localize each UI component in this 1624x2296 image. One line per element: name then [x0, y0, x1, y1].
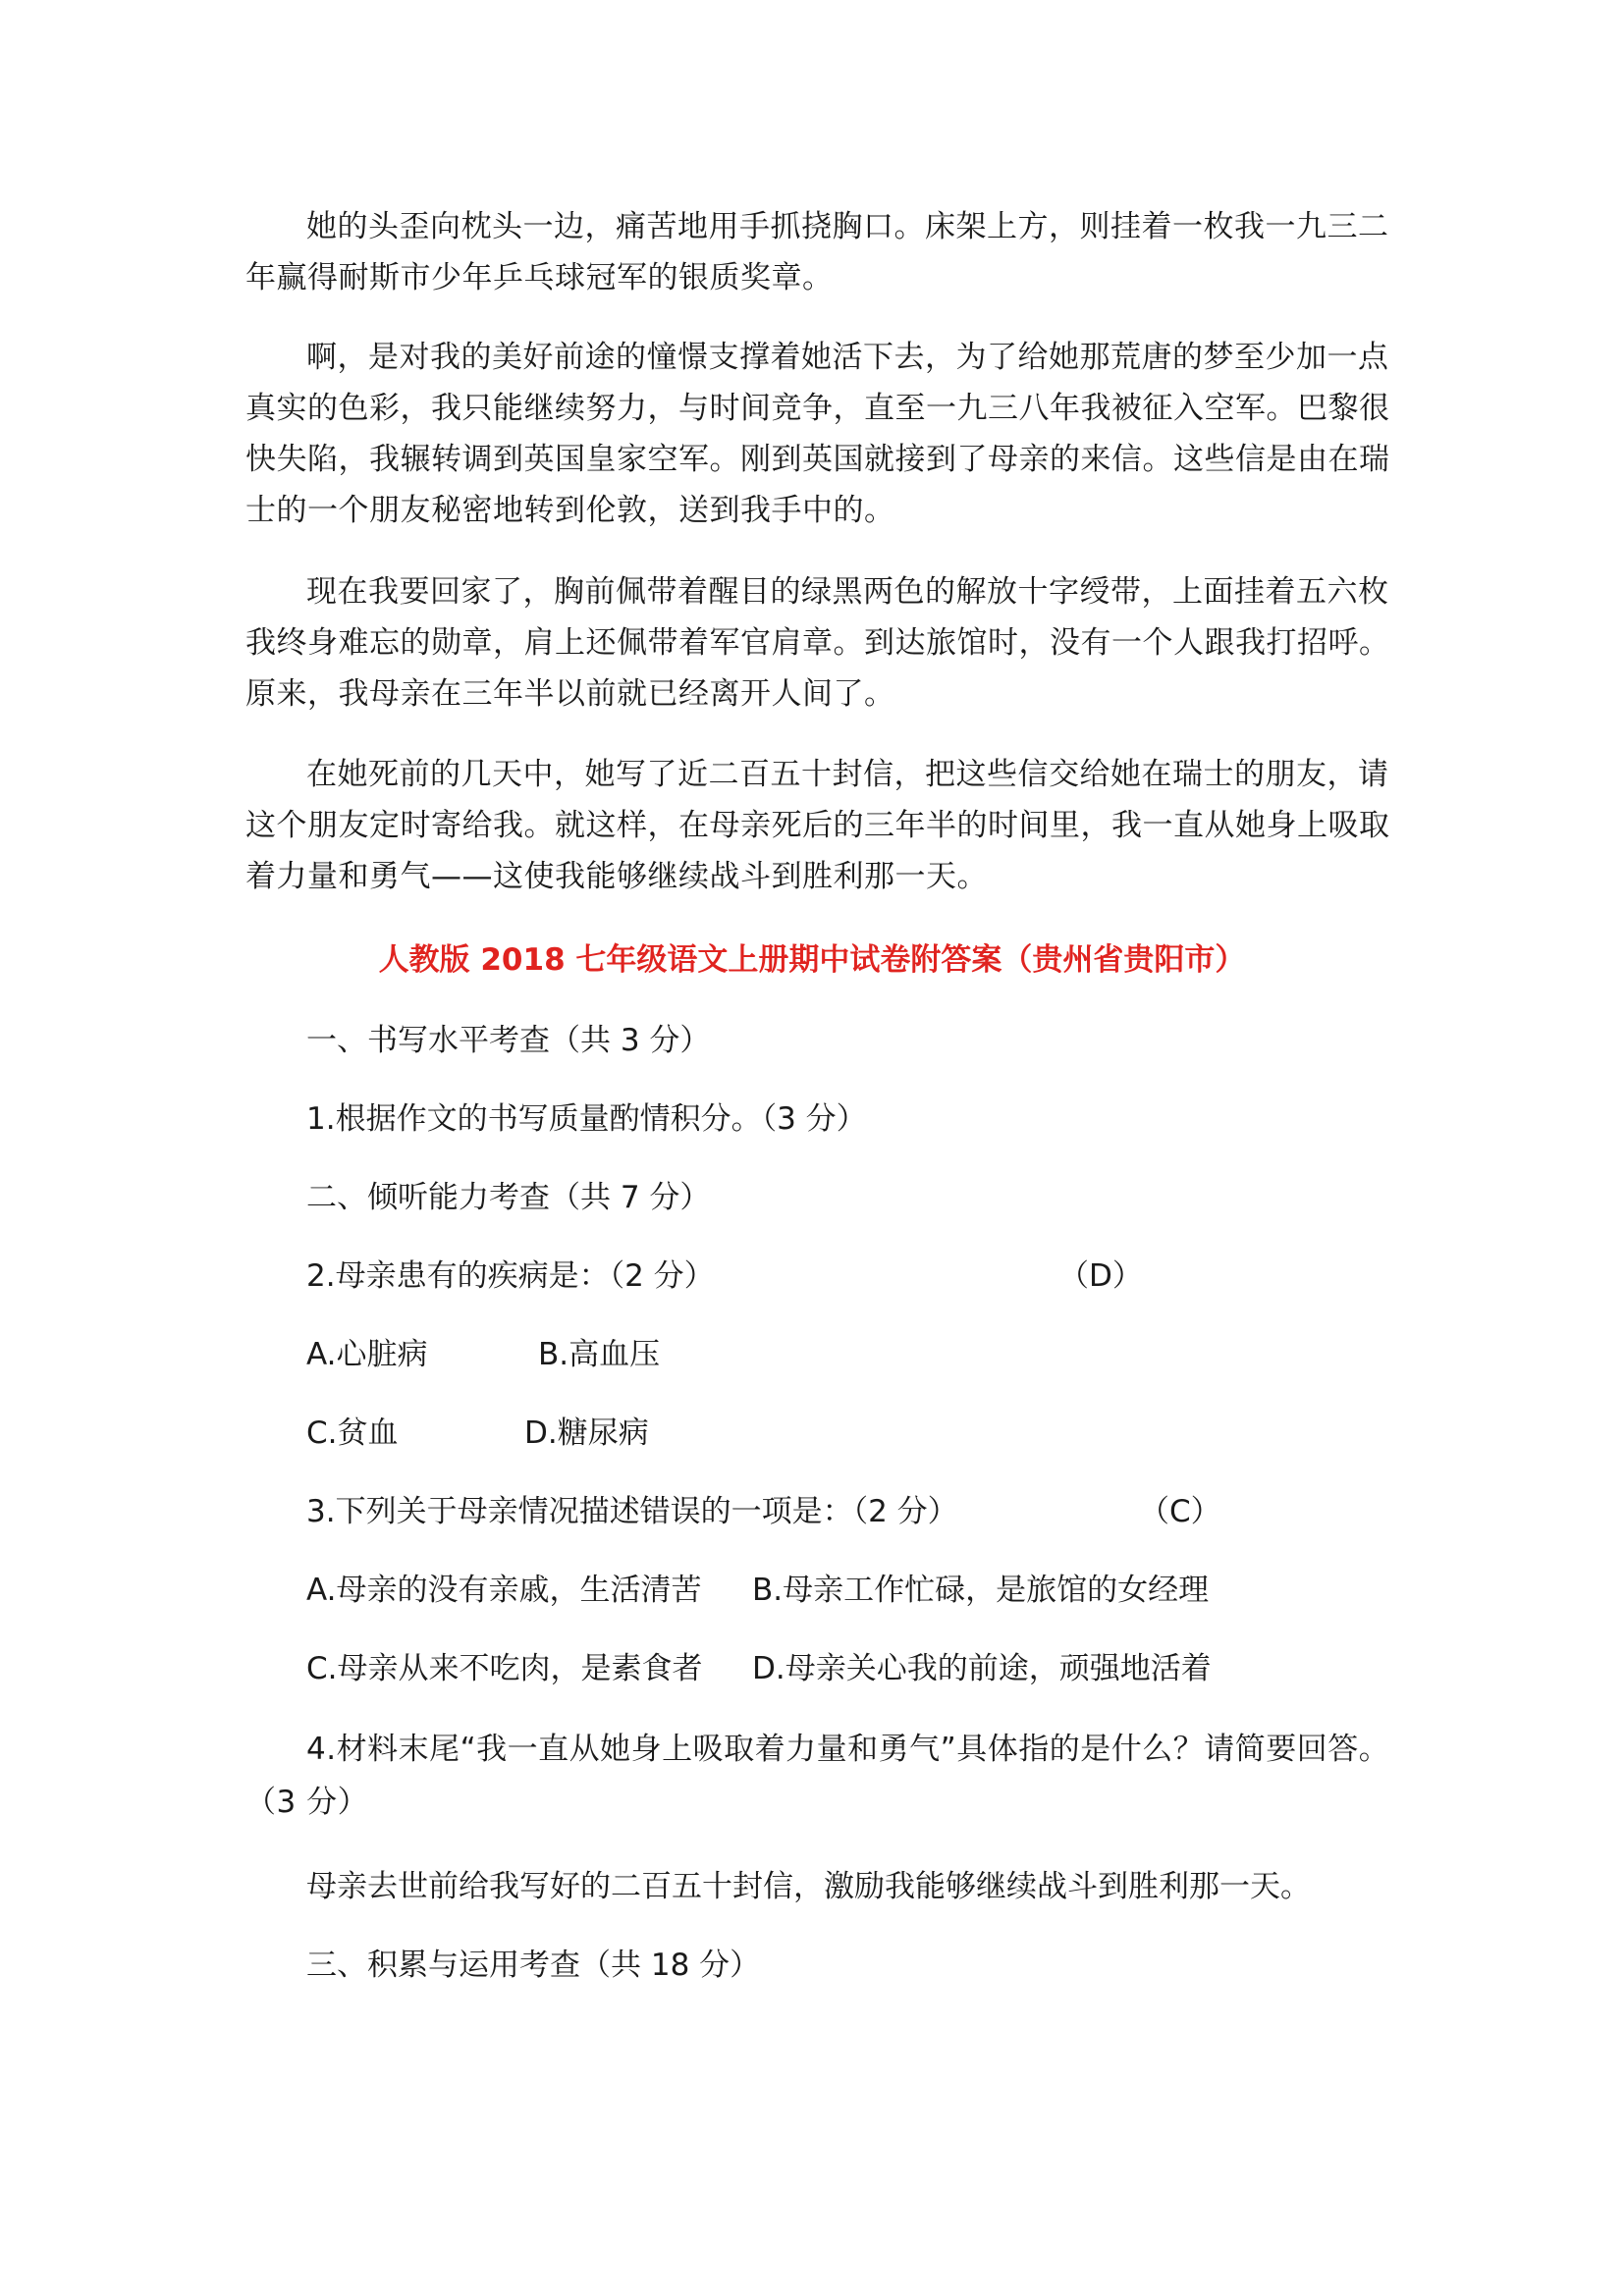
passage-paragraph-1: 她的头歪向枕头一边，痛苦地用手抓挠胸口。床架上方，则挂着一枚我一九三二年赢得耐斯市少年乒乓球冠军的银质奖章。 — [245, 209, 1389, 295]
question-3-option-b: B.母亲工作忙碌，是旅馆的女经理 — [752, 1573, 1210, 1608]
question-2-option-c: C.贫血 — [306, 1415, 399, 1451]
section-3-heading: 三、积累与运用考查（共 18 分） — [306, 1948, 761, 1983]
question-3: 3.下列关于母亲情况描述错误的一项是：（2 分） — [306, 1494, 958, 1529]
question-3-option-d: D.母亲关心我的前途，顽强地活着 — [752, 1651, 1212, 1686]
section-2-heading: 二、倾听能力考查（共 7 分） — [306, 1180, 711, 1215]
passage-paragraph-3: 现在我要回家了，胸前佩带着醒目的绿黑两色的解放十字绶带，上面挂着五六枚我终身难忘的勋章，肩上还佩带着军官肩章。到达旅馆时，没有一个人跟我打招呼。原来，我母亲在三年半以前就已经离开人间了。 — [245, 574, 1390, 712]
question-2-answer: （D） — [1058, 1258, 1143, 1294]
question-4: 4.材料末尾“我一直从她身上吸取着力量和勇气”具体指的是什么？请简要回答。（3 分） — [245, 1732, 1390, 1820]
question-3-option-a: A.母亲的没有亲戚，生活清苦 — [306, 1573, 702, 1608]
passage-paragraph-4: 在她死前的几天中，她写了近二百五十封信，把这些信交给她在瑞士的朋友，请这个朋友定时寄给我。就这样，在母亲死后的三年半的时间里，我一直从她身上吸取着力量和勇气——这使我能够继续战斗到胜利那一天。 — [245, 757, 1390, 894]
exam-title: 人教版 2018 七年级语文上册期中试卷附答案（贵州省贵阳市） — [378, 942, 1246, 978]
question-1: 1.根据作文的书写质量酌情积分。（3 分） — [306, 1101, 867, 1137]
question-2-option-b: B.高血压 — [538, 1337, 661, 1372]
question-4-answer: 母亲去世前给我写好的二百五十封信，激励我能够继续战斗到胜利那一天。 — [306, 1869, 1311, 1904]
section-1-heading: 一、书写水平考查（共 3 分） — [306, 1023, 711, 1058]
question-2-option-d: D.糖尿病 — [524, 1415, 649, 1451]
question-3-option-c: C.母亲从来不吃肉，是素食者 — [306, 1651, 703, 1686]
passage-paragraph-2: 啊，是对我的美好前途的憧憬支撑着她活下去，为了给她那荒唐的梦至少加一点真实的色彩，我只能继续努力，与时间竞争，直至一九三八年我被征入空军。巴黎很快失陷，我辗转调到英国皇家空军。刚到英国就接到了母亲的来信。这些信是由在瑞士的一个朋友秘密地转到伦敦，送到我手中的。 — [245, 340, 1390, 528]
question-3-answer: （C） — [1139, 1494, 1221, 1529]
question-2-option-a: A.心脏病 — [306, 1337, 428, 1372]
question-2: 2.母亲患有的疾病是：（2 分） — [306, 1258, 715, 1294]
